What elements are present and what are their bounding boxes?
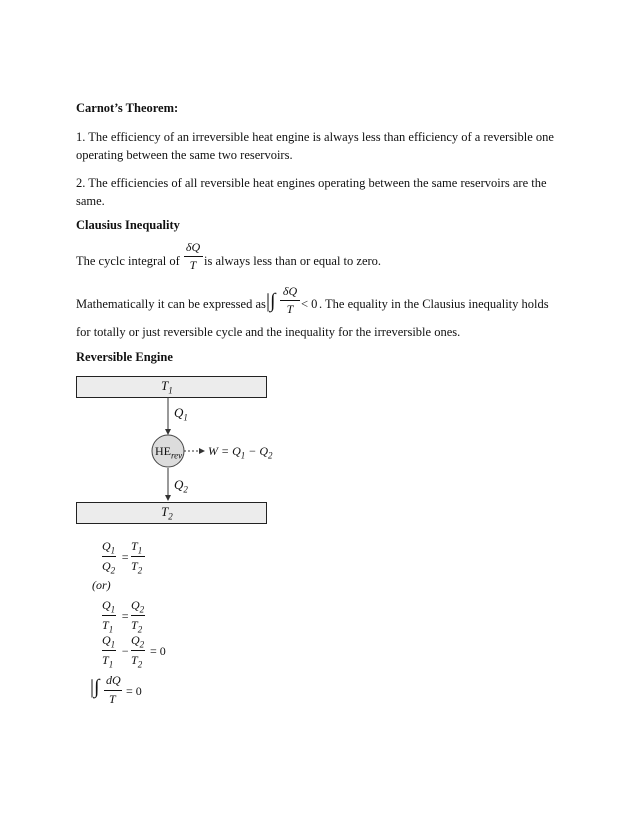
math-line-2: for totally or just reversible cycle and the inequality for the irreversible ones.	[76, 325, 461, 339]
eq1-denominator-left: $Q_2$	[102, 559, 116, 576]
math-relation: < 0	[301, 297, 318, 311]
eq4-bar	[104, 690, 122, 691]
cyclic-fraction-numerator: δQ	[185, 240, 201, 254]
eq2-numerator-left: $Q_1$	[102, 598, 116, 615]
eq1-bar-left	[102, 556, 116, 557]
math-expression-suffix: . The equality in the Clausius inequality holds	[319, 297, 549, 311]
cyclic-integral-sign: |∫	[266, 290, 276, 312]
eq3-bar-right	[131, 650, 145, 651]
eq1-numerator-right: $T_1$	[131, 539, 143, 556]
math-expression-text: Mathematically it can be expressed as	[76, 297, 266, 311]
eq3-denominator-right: $T_2$	[131, 653, 143, 670]
point-1-line-1: 1. The efficiency of an irreversible heat engine is always less than efficiency of a reversible one	[76, 130, 554, 144]
hot-reservoir-label: $T_1$	[161, 378, 173, 396]
q1-label: $Q_1$	[174, 405, 188, 423]
or-label: (or)	[92, 578, 111, 592]
math-fraction-denominator: T	[286, 302, 294, 316]
eq4-integral-sign: |∫	[90, 676, 100, 698]
math-fraction-numerator: δQ	[282, 284, 298, 298]
point-2-line-2: same.	[76, 194, 105, 208]
heading-clausius: Clausius Inequality	[76, 218, 180, 232]
cold-reservoir	[76, 502, 267, 524]
cyclic-integral-text: The cyclc integral of	[76, 254, 180, 268]
eq3-operator: −	[121, 644, 130, 658]
eq4-denominator: T	[109, 692, 116, 706]
eq1-denominator-right: $T_2$	[131, 559, 143, 576]
eq2-numerator-right: $Q_2$	[131, 598, 145, 615]
cyclic-integral-suffix: is always less than or equal to zero.	[204, 254, 382, 268]
eq1-operator: =	[121, 550, 130, 564]
eq2-operator: =	[121, 609, 130, 623]
engine-label: $HE_{rev}$	[155, 444, 183, 461]
eq4-rhs: = 0	[126, 684, 142, 698]
q2-label: $Q_2$	[174, 477, 188, 495]
eq3-denominator-left: $T_1$	[102, 653, 114, 670]
eq4-numerator: dQ	[106, 673, 121, 687]
eq3-numerator-right: $Q_2$	[131, 633, 145, 650]
point-2-line-1: 2. The efficiencies of all reversible heat engines operating between the same reservoirs are the	[76, 176, 547, 190]
eq2-bar-right	[131, 615, 145, 616]
heading-reversible: Reversible Engine	[76, 350, 173, 364]
point-1-line-2: operating between the same two reservoirs.	[76, 148, 293, 162]
eq1-numerator-left: $Q_1$	[102, 539, 116, 556]
eq2-bar-left	[102, 615, 116, 616]
eq2-denominator-right: $T_2$	[131, 618, 143, 635]
work-label: $W = Q_1 - Q_2$	[208, 444, 273, 461]
heading-carnot: Carnot’s Theorem:	[76, 101, 179, 115]
eq3-bar-left	[102, 650, 116, 651]
cyclic-fraction-denominator: T	[189, 258, 197, 272]
cold-reservoir-label: $T_2$	[161, 504, 173, 522]
eq1-bar-right	[131, 556, 145, 557]
eq3-rhs: = 0	[150, 644, 166, 658]
eq2-denominator-left: $T_1$	[102, 618, 114, 635]
eq3-numerator-left: $Q_1$	[102, 633, 116, 650]
